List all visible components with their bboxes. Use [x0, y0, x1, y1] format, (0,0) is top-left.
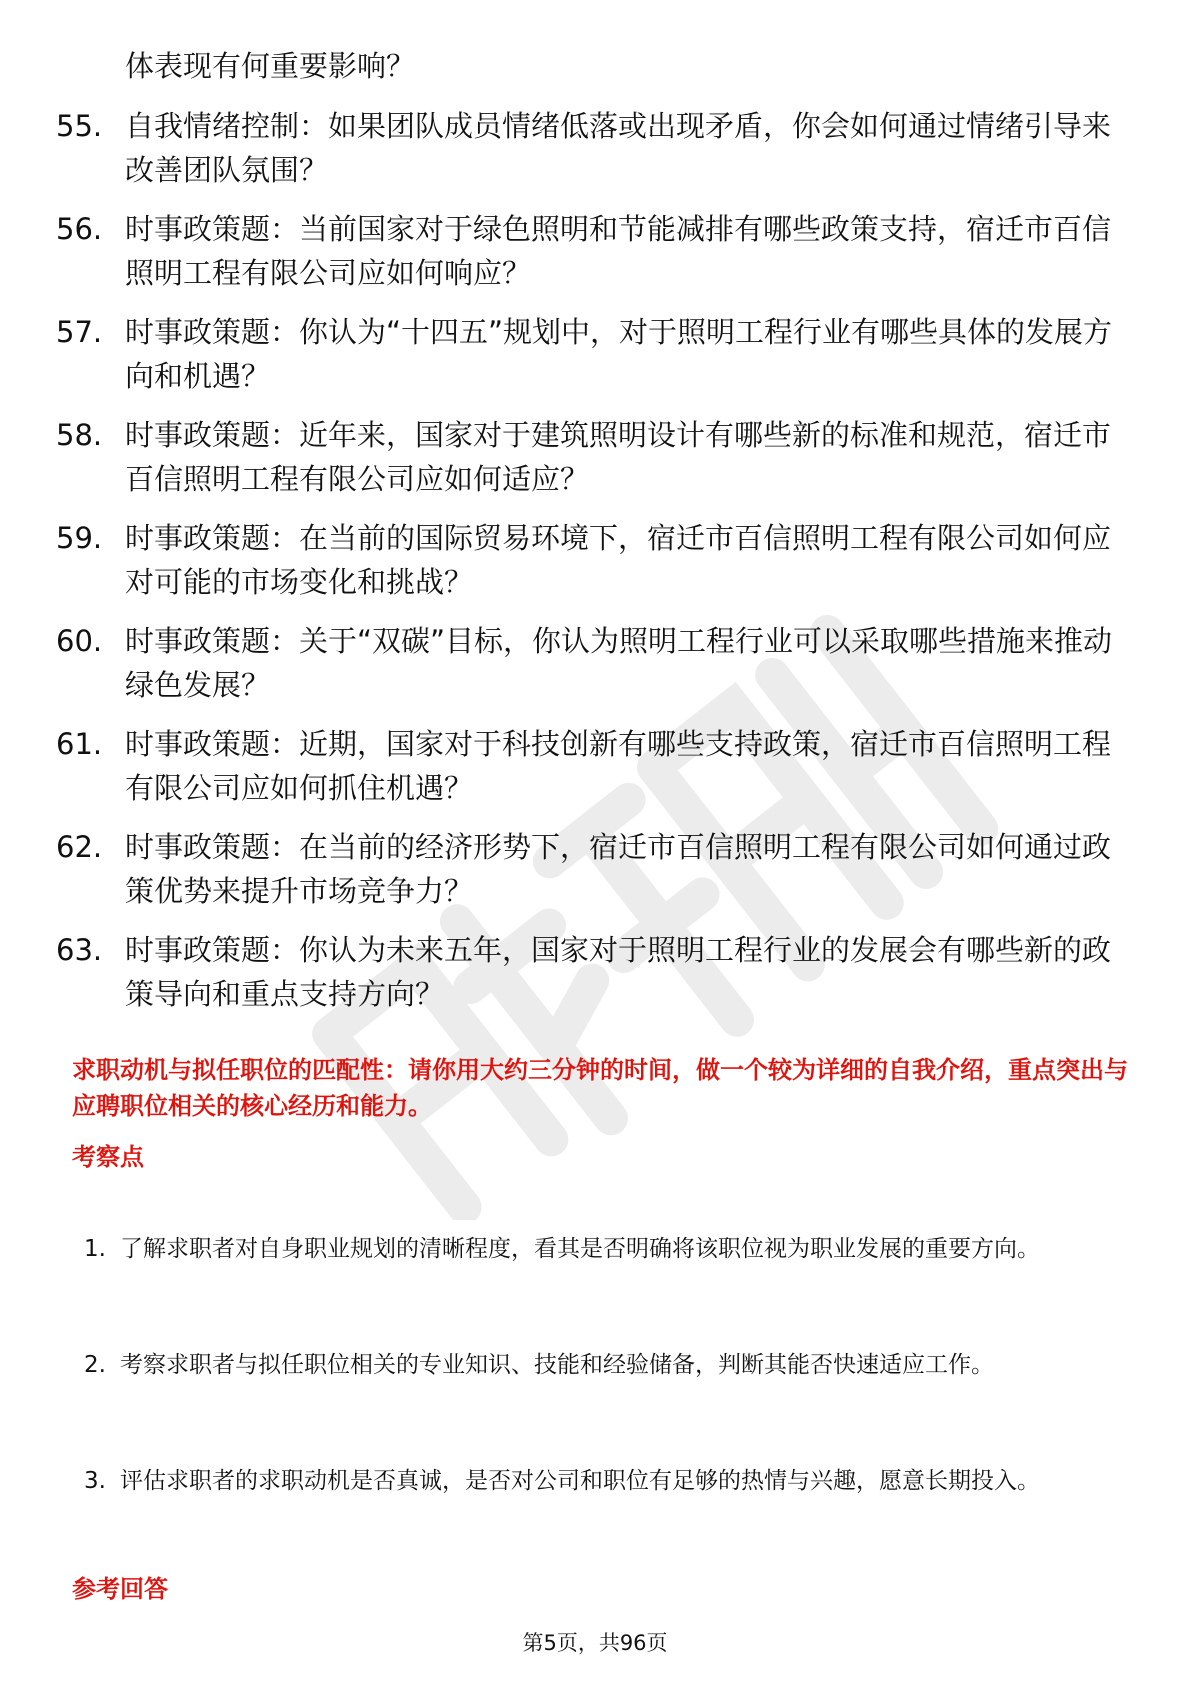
point-text: 考察求职者与拟任职位相关的专业知识、技能和经验储备，判断其能否快速适应工作。 [120, 1352, 994, 1378]
question-item [0, 310, 1190, 413]
question-text: 时事政策题：当前国家对于绿色照明和节能减排有哪些政策支持，宿迁市百信照明工程有限公司应如何响应？ [125, 212, 1112, 290]
question-text: 时事政策题：关于“双碳”目标，你认为照明工程行业可以采取哪些措施来推动绿色发展？ [125, 624, 1113, 702]
reference-answer-title: 参考回答 [72, 1575, 168, 1603]
assessment-title: 考察点 [72, 1143, 144, 1171]
point-text: 了解求职者对自身职业规划的清晰程度，看其是否明确将该职位视为职业发展的重要方向。 [120, 1236, 1040, 1262]
question-item [0, 825, 1190, 928]
question-item [0, 413, 1190, 516]
question-number: 60. [56, 624, 103, 658]
question-text: 时事政策题：近年来，国家对于建筑照明设计有哪些新的标准和规范，宿迁市百信照明工程有限公司应如何适应？ [125, 418, 1112, 496]
question-number: 57. [56, 315, 103, 349]
question-text: 时事政策题：你认为未来五年，国家对于照明工程行业的发展会有哪些新的政策导向和重点支持方向？ [125, 933, 1112, 1011]
point-number: 1. [84, 1236, 106, 1262]
question-number: 55. [56, 109, 103, 143]
question-text: 时事政策题：你认为“十四五”规划中，对于照明工程行业有哪些具体的发展方向和机遇？ [125, 315, 1113, 393]
question-item [0, 516, 1190, 619]
question-item [0, 722, 1190, 825]
question-text: 时事政策题：在当前的国际贸易环境下，宿迁市百信照明工程有限公司如何应对可能的市场变化和挑战？ [125, 521, 1112, 599]
point-number: 3. [84, 1468, 106, 1494]
point-text: 评估求职者的求职动机是否真诚，是否对公司和职位有足够的热情与兴趣，愿意长期投入。 [120, 1468, 1040, 1494]
question-item [0, 207, 1190, 310]
question-number: 59. [56, 521, 103, 555]
question-list [0, 104, 1190, 1031]
assessment-point [0, 1338, 1190, 1454]
page-number-footer: 第5页，共96页 [522, 1631, 668, 1655]
assessment-point [0, 1454, 1190, 1570]
question-number: 58. [56, 418, 103, 452]
question-number: 61. [56, 727, 103, 761]
assessment-point-list [0, 1222, 1190, 1570]
question-number: 62. [56, 830, 103, 864]
question-item [0, 928, 1190, 1031]
question-number: 56. [56, 212, 103, 246]
question-text: 时事政策题：在当前的经济形势下，宿迁市百信照明工程有限公司如何通过政策优势来提升市场竞争力？ [125, 830, 1112, 908]
question-item [0, 104, 1190, 207]
question-text: 自我情绪控制：如果团队成员情绪低落或出现矛盾，你会如何通过情绪引导来改善团队氛围？ [125, 109, 1112, 187]
point-number: 2. [84, 1352, 106, 1378]
motive-question-heading: 求职动机与拟任职位的匹配性：请你用大约三分钟的时间，做一个较为详细的自我介绍，重点突出与应聘职位相关的核心经历和能力。 [72, 1056, 1128, 1120]
question-item [0, 619, 1190, 722]
assessment-point [0, 1222, 1190, 1338]
question-text: 时事政策题：近期，国家对于科技创新有哪些支持政策，宿迁市百信照明工程有限公司应如何抓住机遇？ [125, 727, 1112, 805]
question-number: 63. [56, 933, 103, 967]
continued-question-text: 体表现有何重要影响？ [125, 49, 416, 83]
